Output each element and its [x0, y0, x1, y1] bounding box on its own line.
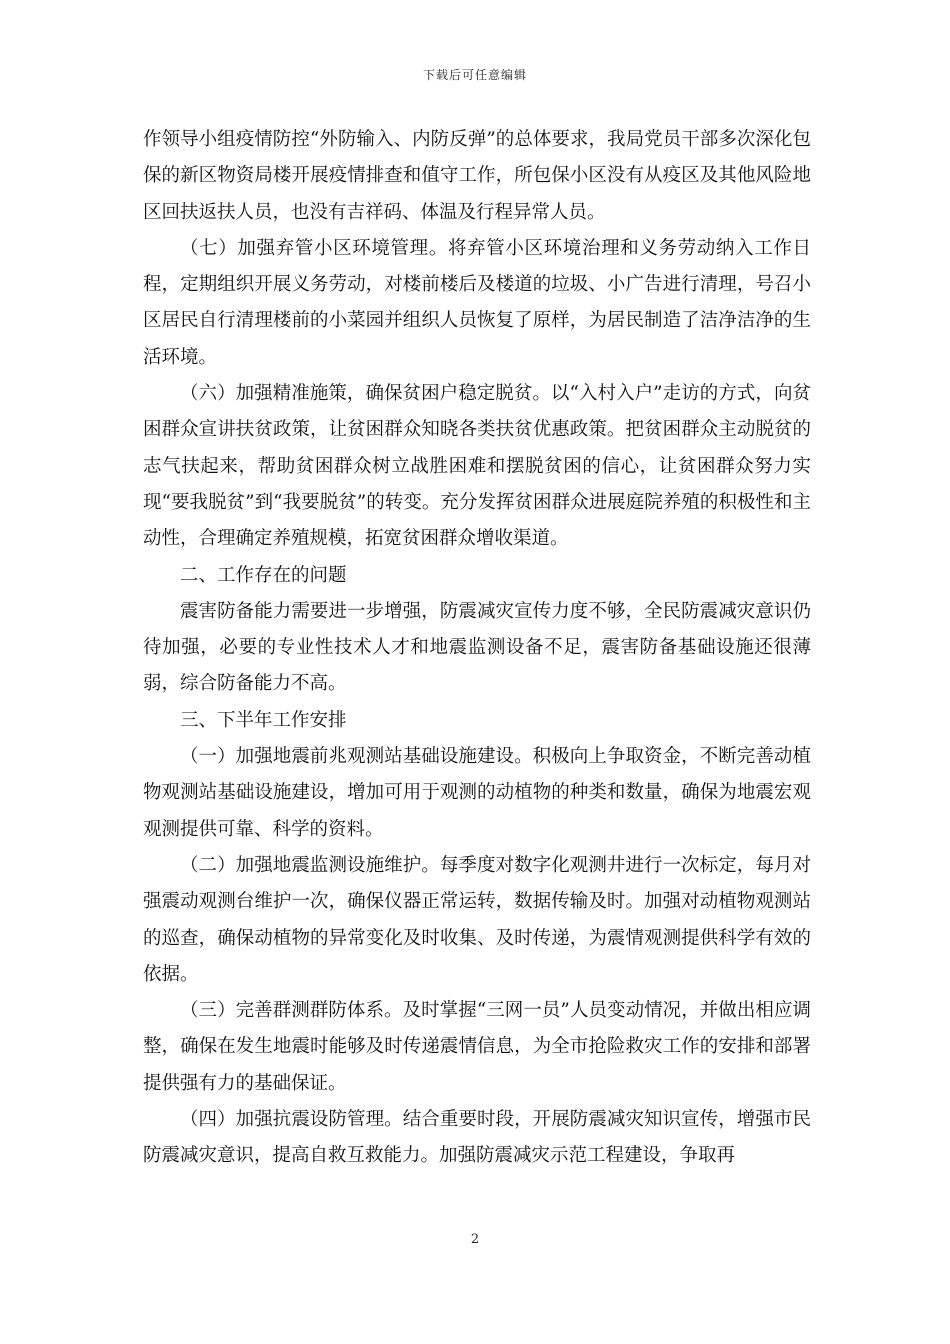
document-body [143, 122, 811, 1175]
paragraph-item-7: （七）加强弃管小区环境管理。将弃管小区环境治理和义务劳动纳入工作日程，定期组织开展义务劳动，对楼前楼后及楼道的垃圾、小广告进行清理，号召小区居民自行清理楼前的小菜园并组织人员恢复了原样，为居民制造了洁净洁净的生活环境。 [143, 237, 811, 368]
paragraph-plan-2: （二）加强地震监测设施维护。每季度对数字化观测井进行一次标定，每月对强震动观测台维护一次，确保仪器正常运转，数据传输及时。加强对动植物观测站的巡查，确保动植物的异常变化及时收集、及时传递，为震情观测提供科学有效的依据。 [143, 854, 811, 985]
paragraph-item-6: （六）加强精准施策，确保贫困户稳定脱贫。以“入村入户”走访的方式，向贫困群众宣讲扶贫政策，让贫困群众知晓各类扶贫优惠政策。把贫困群众主动脱贫的志气扶起来，帮助贫困群众树立战胜困难和摆脱贫困的信心，让贫困群众努力实现“要我脱贫”到“我要脱贫”的转变。充分发挥贫困群众进展庭院养殖的积极性和主动性，合理确定养殖规模，拓宽贫困群众增收渠道。 [143, 383, 811, 550]
section-heading-plan: 三、下半年工作安排 [180, 709, 347, 731]
page-number: 2 [470, 1232, 480, 1247]
paragraph-plan-1: （一）加强地震前兆观测站基础设施建设。积极向上争取资金，不断完善动植物观测站基础设施建设，增加可用于观测的动植物的种类和数量，确保为地震宏观观测提供可靠、科学的资料。 [143, 746, 811, 840]
paragraph-continuation: 作领导小组疫情防控“外防输入、内防反弹”的总体要求，我局党员干部多次深化包保的新区物资局楼开展疫情排查和值守工作，所包保小区没有从疫区及其他风险地区回扶返扶人员，也没有吉祥码、体温及行程异常人员。 [143, 129, 811, 223]
paragraph-plan-3: （三）完善群测群防体系。及时掌握“三网一员”人员变动情况，并做出相应调整，确保在发生地震时能够及时传递震情信息，为全市抢险救灾工作的安排和部署提供强有力的基础保证。 [143, 1000, 811, 1094]
section-heading-problems: 二、工作存在的问题 [180, 564, 347, 586]
paragraph-problems: 震害防备能力需要进一步增强，防震减灾宣传力度不够，全民防震减灾意识仍待加强，必要的专业性技术人才和地震监测设备不足，震害防备基础设施还很薄弱，综合防备能力不高。 [143, 600, 811, 695]
paragraph-plan-4: （四）加强抗震设防管理。结合重要时段，开展防震减灾知识宣传，增强市民防震减灾意识，提高自救互救能力。加强防震减灾示范工程建设，争取再 [143, 1109, 811, 1167]
page-header-note: 下载后可任意编辑 [422, 68, 527, 82]
